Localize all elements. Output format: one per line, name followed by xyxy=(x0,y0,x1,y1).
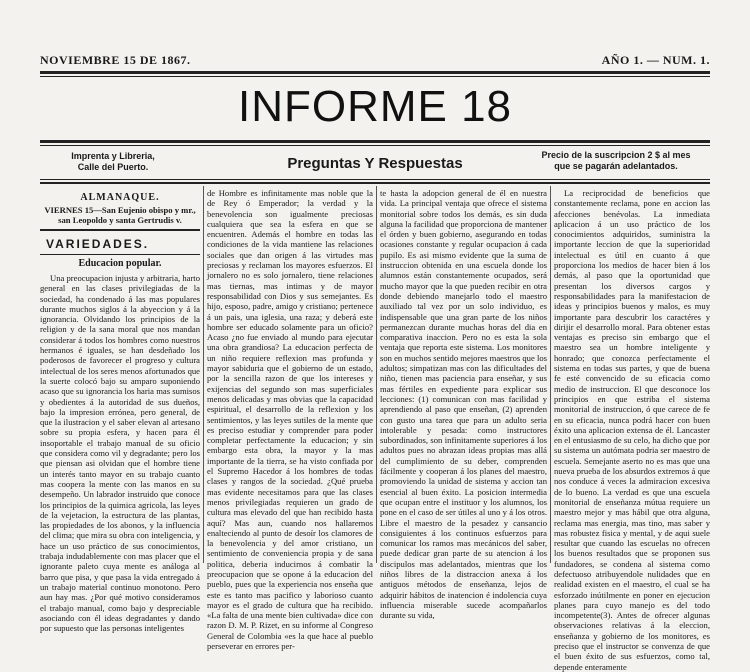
article-text: La reciprocidad de beneficios que constantemente reclama, pone en accion las afecciones benévolas. La inmediata aplicacion á un uso práctico de los conocimientos adquiridos, suministra la importante leccion de que la superioridad intelectual es útil en cuanto á que proporciona los medios de hacer bien á los demás, al paso que la oportunidad que presentan los diversos cargos y responsabilidades para la manifestacion de ideas y principios buenos y malos, es muy importante para descubrir los caractéres y dirijir el desarrollo moral. Para obtener estas ventajas es preciso sin embargo que el maestro sea un hombre inteligente y honrado; que conozca perfectamente el sistema en todas sus partes, y que de buena fe esté convencido de su eficacia como medio de instruccion. El que desconoce los principios en que estriba el sistema monitorial de instruccion, ó que carece de fe en su eficacia, nunca podrá hacer con buen éxito una aplicacion extensa de él. Lancaster en el entusiasmo de su celo, ha dicho que por su sistema un autómata podria ser maestro de escuela. Semejante aserto no es mas que una nueva prueba de los absurdos extremos á que nos conduce á veces la admiracion excesiva de lo bueno. La verdad es que una escuela monitorial de enseñanza mútua requiere un maestro mejor y mas hábil que otra alguna, reclama mas energia, mas tino, mas saber y mas robustez fisica y mental, y de aqui suele resultar que cuando las escuelas no ofrecen los buenos resultados que se proponen sus fundadores, se condena al sistema como defectuoso atribuyendole nulidades que en realidad existen en el maestro, el cual se ha esforzado inútilmente en poner en ejecucion planes para cuyo manejo es del todo incompetente(3). Antes de ofrecer algunas observaciones relativas á la eleccion, enseñanza y gobierno de los monitores, es preciso que el instructor se convenza de que el buen éxito de sus esfuerzos, como tal, depende enteramente xyxy=(554,188,710,672)
almanac-text: VIERNES 15—San Eujenio obispo y mr., san Leopoldo y santa Gertrudis v. xyxy=(44,205,196,225)
page-subtitle: Preguntas Y Respuestas xyxy=(287,155,463,172)
almanac-title: ALMANAQUE. xyxy=(80,192,160,203)
issue-date: NOVIEMBRE 15 DE 1867. xyxy=(40,53,191,67)
masthead-rule-thin xyxy=(40,145,710,146)
infobar-rule-thick xyxy=(40,182,710,184)
dateline xyxy=(40,53,710,69)
article-text: de Hombre es infinitamente mas noble que la de Rey ó Emperador; la verdad y la benevolencia son igualmente preciosas cualquiera que sea la esfera en que se encuentren. Además el hombre en todas las condiciones de la vida mantiene las relaciones sociales que dan origen á las virtudes mas preciosas y reclaman los mayores esfuerzos. El jornalero no es solo jornalero, tiene relaciones mas tiernas, mas intimas y de mayor responsabilidad con Dios y sus semejantes. Es hijo, esposo, padre, amigo y cristiano; pertenece á un pais, una iglesia, una raza; y deberá este hombre ser educado solamente para un oficio? Acaso ¿no fue enviado al mundo para ejecutar una obra grandiosa? La educacion perfecta de un niño requiere reflexion mas profunda y mayor sabiduria que el gobierno de un estado, por la sencilla razon de que los intereses y exijencias del segundo son mas superficiales menos delicadas y mas obvias que la capacidad espiritual, el desarrollo de la reflexion y los sentimientos, y las leyes sutiles de la mente que es preciso estudiar y comprender para poder completar perfectamente la educacion; y sin embargo esta obra, la mayor y la mas importante de la tierra, se ha visto confiada por el Supremo Hacedor á los hombres de todas clases y rangos de la sociedad. ¿Qué prueba mas evidente necesitamos para que las clases menos privilegiadas requieren un grado de cultura mas elevado del que han recibido hasta aquí? Mas aun, cuando nos hallaremos enalteciendo al punto de desoír los clamores de la benevolencia y del amor cristiano, un sentimiento de conveniencia propia y de sana politica, deberia inducirnos á combatir la preocupacion que se opone á la educacion del pueblo, pues que la experiencia nos enseña que este es tanto mas pacifico y laborioso cuanto mayor es el grado de cultura que ha recibido. «La falta de una mente bien cultivada» dice con razon D. M. P. Rizet, en su informe al Congreso General de Colombia «es la que hace al pueblo perseverar en errores per- xyxy=(207,188,373,652)
column-2 xyxy=(207,186,373,652)
printer-info: Imprenta y Libreria, Calle del Puerto. xyxy=(71,151,155,172)
masthead-title: INFORME 18 xyxy=(237,82,513,131)
column-divider xyxy=(376,186,377,563)
article-text: Una preocupacion injusta y arbitraria, harto general en las clases privilegiadas de la sociedad, ha condenado á las mas populares durante muchos siglos á la abyeccion y á la ignorancia. Olvidando los principios de la religion y de la sana moral que nos mandan considerar á todos los hombres como nuestros hermanos é iguales, se han desdeñado los poderosos de favorecer el progreso y cultura intelectual de los seres menos afortunados que la suerte colocó bajo su amparo suponiendo acaso que su ignorancia los haria mas sumisos y obedientes á la autoridad de sus dueños, bajo la impresion errónea, pero general, de que la ilustracion y el saber elevan al artesano sobre su propia esfera, y hacen para él insoportable el trabajo manual de su oficio que considera como vil y degradante; pero los que piensan asi olvidan que el hombre tiene un interés tanto mayor en su trabajo cuanto mas coopera la mente con las manos en su desempeño. Un labrador instruido que conoce los principios de la quimica agricola, las leyes de la vejetacion, la estructura de las plantas, las propiedades de los abonos, y la influencia del clima; que mira su obra con inteligencia, y hace un uso práctico de sus conocimientos, trabaja indudablemente con mas placer que el ignorante paleto cuya mente es análoga al barro que pisa, y que pasa la vida entregado á un trabajo material continuo monotono. Pero aun hay mas. ¿Por qué motivo consideramos el trabajo manual, como bajo y despreciable asociando con él ideas degradantes y dando por supuesto que las personas inteligentes xyxy=(40,273,200,634)
info-bar xyxy=(40,147,710,187)
column-3 xyxy=(380,186,547,621)
section-title: VARIEDADES. xyxy=(46,237,150,251)
subscription-info: Precio de la suscripcion 2 $ al mes que se pagarán adelantados. xyxy=(541,150,691,171)
masthead-rule-thick xyxy=(40,140,710,143)
section-rule xyxy=(40,229,200,231)
column-divider xyxy=(550,186,551,563)
column-divider xyxy=(203,186,204,563)
issue-number: AÑO 1. — NUM. 1. xyxy=(601,53,710,67)
column-1 xyxy=(40,186,200,634)
infobar-rule-thin xyxy=(40,179,710,180)
columns xyxy=(40,186,710,672)
column-4 xyxy=(554,186,710,672)
article-text: te hasta la adopcion general de él en nuestra vida. La principal ventaja que ofrece el sistema monitorial sobre todos los demás, es sin duda alguna la facilidad que proporciona de mantener el órden y buen gobierno, asegurando en todas ocasiones constante y regular ocupacion á cada pupilo. Es asi mismo evidente que la suma de instruccion obtenida en una escuela donde los alumnos están constantemente ocupados, será mucho mayor que la que pueden recibir en otra donde debiendo manejarlo todo el maestro auxiliado tal vez por un solo individuo, es indispensable que una gran parte de los niños permanezcan durante muchas horas del dia en comparativa inaccion. Pero no es esta la sola ventaja que reporta este sistema. Los monitores son en muchos sentido mejores maestros que los adultos; simpatizan mas con las dificultades del niño, tienen mas paciencia para enseñar, y sus mas fértiles en expediente para explicar sus lecciones: (1) comunican con mas facilidad y aprendiendo al paso que enseñan, (2) aprenden con gusto una tarea que para un adulto seria intolerable y pesada: como instructores subordinados, son infinitamente superiores á los adultos pues no abrazan ideas propias mas allá del cumplimiento de su deber, comprenden fácilmente y cooperan á los planes del maestro, promoviendo la unidad de sistema y accion tan esencial al buen éxito. La posicion intermedia que ocupan entre el instituor y los alumnos, los pone en el caso de ser útiles al uno y á los otros. Libre el maestro de la pesadez y cansancio consiguientes á los continuos esfuerzos para comunicar los ramos mas mecánicos del saber, puede dedicar gran parte de su atencion á los discipulos mas adelantados, mientras que los niños libres de la distraccion anexa á los antiguos métodos de enseñanza, lejos de adquirir hábitos de inatencion é indolencia cuya influencia miserable sucede acompañarlos durante su vida, xyxy=(380,188,547,621)
article-title: Educacion popular. xyxy=(78,258,162,269)
top-rule-thin xyxy=(40,76,710,77)
top-rule-thick xyxy=(40,71,710,74)
section-rule-bottom xyxy=(40,254,200,255)
